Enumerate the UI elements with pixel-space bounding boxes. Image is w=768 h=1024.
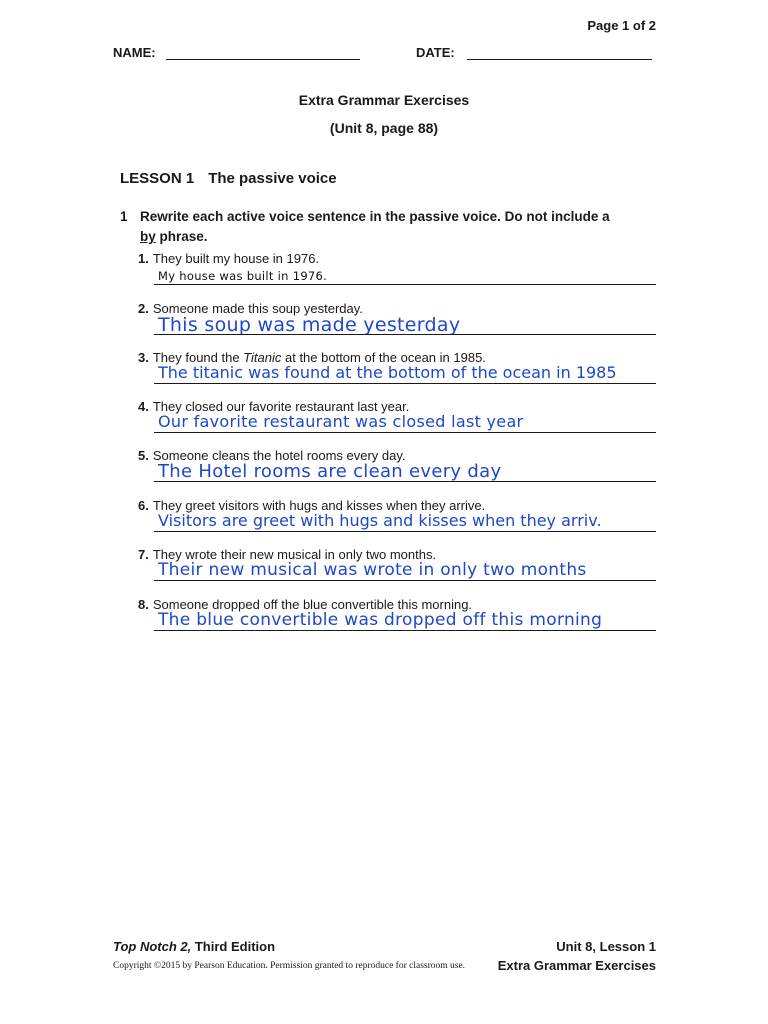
item-prompt: [138, 251, 319, 266]
answer-line[interactable]: [154, 383, 656, 384]
handwritten-answer: The titanic was found at the bottom of the ocean in 1985: [158, 363, 617, 382]
book-name: Top Notch 2,: [113, 939, 192, 954]
instruction-end: phrase.: [159, 229, 208, 244]
book-edition: Third Edition: [191, 939, 276, 954]
item-text: They closed our favorite restaurant last year.: [152, 399, 410, 414]
answer-line[interactable]: [154, 432, 656, 433]
exercise-item: [138, 350, 656, 400]
answer-line[interactable]: [154, 481, 656, 482]
item-number: 6.: [138, 498, 149, 513]
item-text: Someone dropped off the blue convertible this morning.: [152, 597, 473, 612]
answer-line[interactable]: [154, 284, 656, 285]
item-text-end: at the bottom of the ocean in 1985.: [281, 350, 486, 365]
exercise-item: [138, 399, 656, 449]
exercise-item: [138, 448, 656, 498]
item-text: Someone made this soup yesterday.: [152, 301, 363, 316]
lesson-heading: [120, 170, 337, 187]
footer-unit-lesson: Unit 8, Lesson 1: [556, 939, 656, 954]
footer-book-title: [113, 939, 275, 954]
item-number: 5.: [138, 448, 149, 463]
answer-line[interactable]: [154, 334, 656, 335]
exercise-item: [138, 251, 656, 301]
item-text: They built my house in 1976.: [152, 251, 320, 266]
item-number: 1.: [138, 251, 149, 266]
page-number: Page 1 of 2: [587, 18, 656, 33]
exercise-item: [138, 597, 656, 647]
answer-line[interactable]: [154, 630, 656, 631]
footer-section: Extra Grammar Exercises: [497, 958, 656, 973]
copyright-notice: Copyright ©2015 by Pearson Education. Permission granted to reproduce for classroom use.: [113, 961, 466, 971]
item-text-italic: Titanic: [243, 350, 282, 365]
instruction-by: by: [140, 229, 156, 244]
answer-line[interactable]: [154, 580, 656, 581]
answer-line[interactable]: [154, 531, 656, 532]
date-field-line: [467, 58, 652, 60]
exercise-number: 1: [120, 209, 128, 224]
item-number: 7.: [138, 547, 149, 562]
handwritten-answer: Visitors are greet with hugs and kisses when they arriv.: [158, 511, 602, 530]
exercise-item: [138, 301, 656, 351]
item-text: They found the: [152, 350, 244, 365]
lesson-label: LESSON 1: [120, 170, 195, 187]
exercise-item: [138, 498, 656, 548]
exercise-item: [138, 547, 656, 597]
handwritten-answer: The blue convertible was dropped off this morning: [158, 610, 603, 630]
handwritten-answer: Our favorite restaurant was closed last year: [158, 412, 524, 431]
exercise-instruction: [120, 207, 640, 247]
worksheet-title: Extra Grammar Exercises: [298, 92, 470, 108]
lesson-topic: The passive voice: [208, 170, 337, 187]
item-number: 8.: [138, 597, 149, 612]
handwritten-answer: The Hotel rooms are clean every day: [158, 461, 502, 482]
worksheet-subtitle: (Unit 8, page 88): [329, 120, 439, 136]
handwritten-answer: This soup was made yesterday: [158, 314, 461, 336]
handwritten-answer: Their new musical was wrote in only two months: [158, 560, 587, 580]
date-label: DATE:: [416, 45, 455, 60]
item-text: They greet visitors with hugs and kisses when they arrive.: [152, 498, 486, 513]
item-number: 4.: [138, 399, 149, 414]
name-field-line: [166, 58, 360, 60]
name-label: NAME:: [113, 45, 156, 60]
item-number: 2.: [138, 301, 149, 316]
handwritten-answer: My house was built in 1976.: [158, 269, 328, 283]
item-text: They wrote their new musical in only two months.: [152, 547, 437, 562]
instruction-main: Rewrite each active voice sentence in the passive voice. Do not include a: [140, 209, 610, 224]
item-number: 3.: [138, 350, 149, 365]
item-text: Someone cleans the hotel rooms every day.: [152, 448, 406, 463]
